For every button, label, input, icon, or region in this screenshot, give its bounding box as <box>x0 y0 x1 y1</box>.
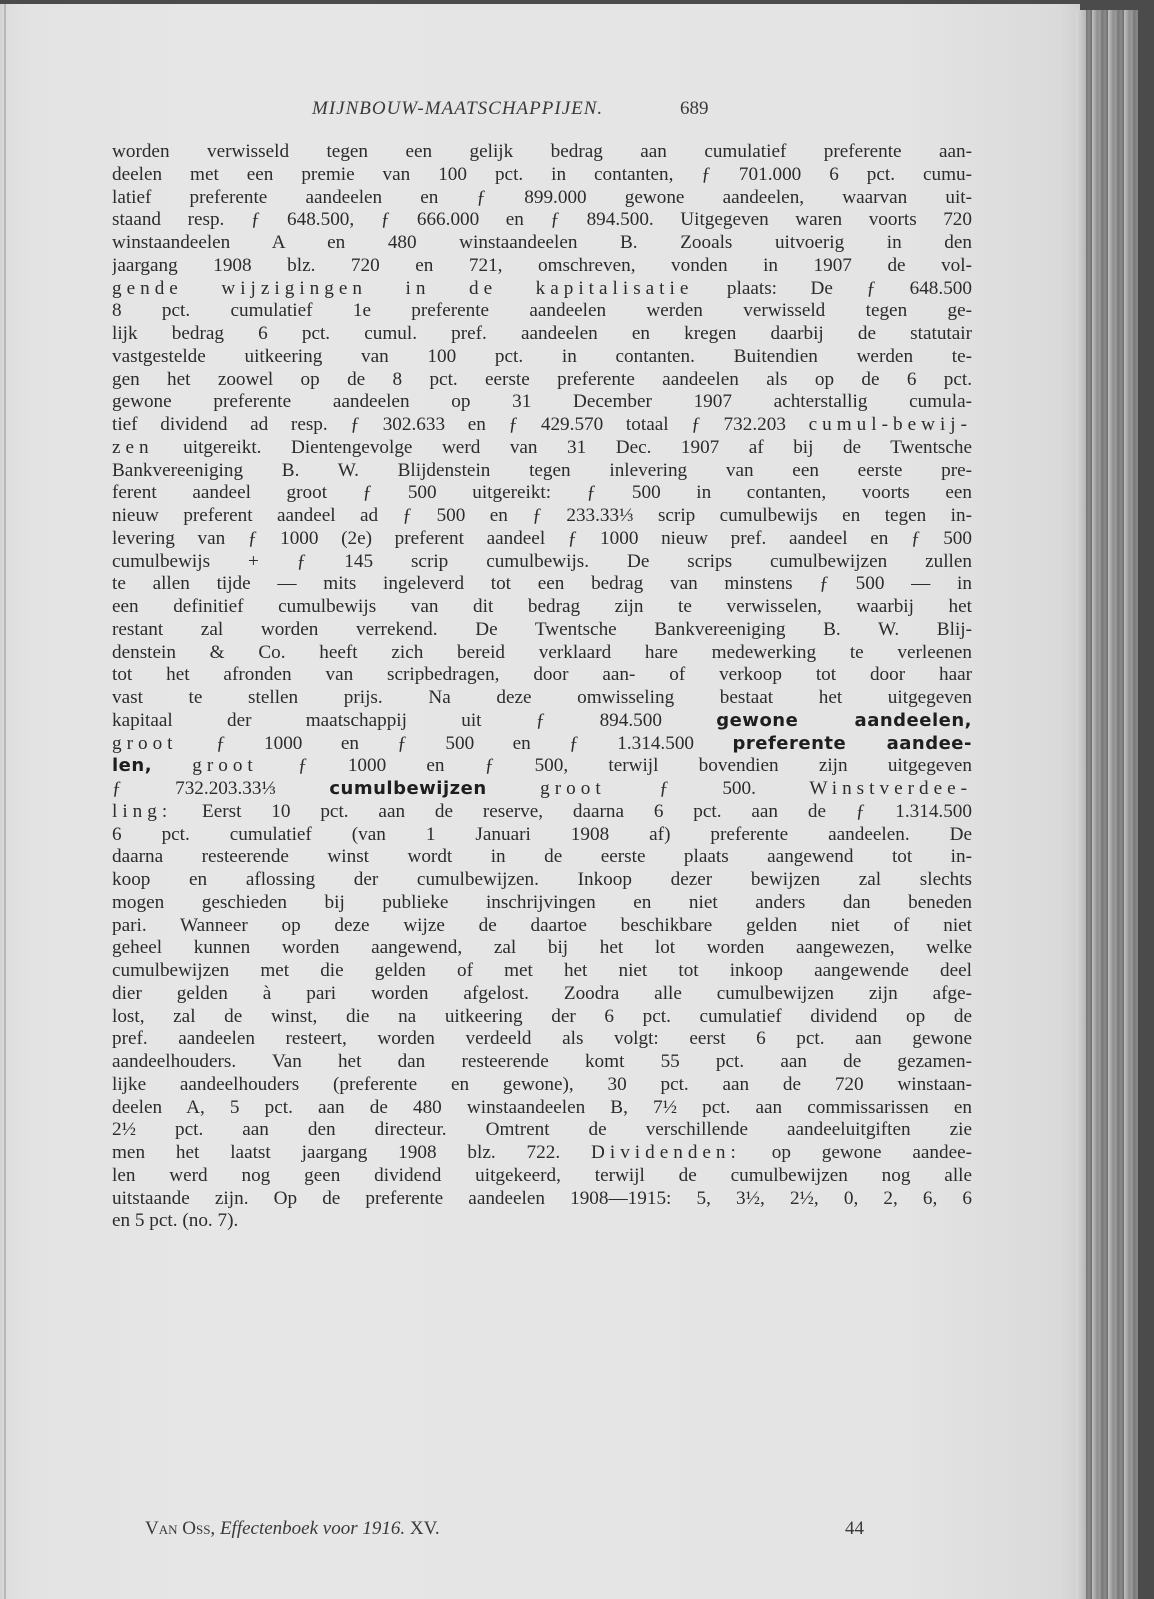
text-line <box>112 1097 972 1120</box>
footer-volume: XV. <box>409 1518 440 1539</box>
text-run: mogen geschieden bij publieke inschrijvingen en niet anders dan beneden <box>112 891 972 913</box>
text-line <box>112 869 972 892</box>
text-run: tot het afronden van scripbedragen, door aan- of verkoop tot door haar <box>112 664 972 686</box>
page-footer <box>145 1518 905 1540</box>
text-run: Bankvereeniging B. W. Blijdenstein tegen inlevering van een eerste pre- <box>112 459 972 481</box>
text-line <box>112 915 972 938</box>
text-run: vastgestelde uitkeering van 100 pct. in contanten. Buitendien werden te- <box>112 345 972 367</box>
text-run <box>152 755 192 776</box>
text-run: jaargang 1908 blz. 720 en 721, omschreven, vonden in 1907 de vol- <box>112 254 972 276</box>
text-run: len werd nog geen dividend uitgekeerd, terwijl de cumulbewijzen nog alle <box>112 1164 972 1186</box>
page-stack-edges <box>1076 10 1138 1599</box>
text-run: aandeelhouders. Van het dan resteerende komt 55 pct. aan de gezamen- <box>112 1051 972 1072</box>
footer-author: Van Oss, <box>145 1518 216 1539</box>
spaced-emphasis: groot <box>540 778 606 799</box>
text-line <box>112 1210 972 1233</box>
text-run: deelen met een premie van 100 pct. in contanten, ƒ 701.000 6 pct. cumu- <box>112 163 972 185</box>
text-line <box>112 1074 972 1097</box>
text-run: gewone preferente aandeelen op 31 December 1907 achterstallig cumula- <box>112 391 972 413</box>
text-run: tief dividend ad resp. ƒ 302.633 en ƒ 429.570 totaal ƒ 732.203 <box>112 414 809 435</box>
text-line <box>112 346 972 369</box>
text-line <box>112 460 972 483</box>
text-run: ƒ 1000 en ƒ 500, terwijl bovendien zijn uitgegeven <box>257 755 972 777</box>
body-text <box>112 141 972 1233</box>
text-line <box>112 505 972 528</box>
text-line <box>112 1165 972 1188</box>
text-line <box>112 1006 972 1029</box>
text-line <box>112 255 972 278</box>
text-run: 2½ pct. aan den directeur. Omtrent de verschillende aandeeluitgiften zie <box>112 1119 972 1141</box>
text-run: levering van ƒ 1000 (2e) preferent aandeel ƒ 1000 nieuw pref. aandeel en ƒ 500 <box>112 527 972 549</box>
text-run: 8 pct. cumulatief 1e preferente aandeelen werden verwisseld tegen ge- <box>112 300 972 322</box>
text-line <box>112 437 972 460</box>
text-run: plaats: De ƒ 648.500 <box>693 277 972 299</box>
text-run: een definitief cumulbewijs van dit bedrag zijn te verwisselen, waarbij het <box>112 596 972 617</box>
text-line <box>112 937 972 960</box>
text-line <box>112 209 972 232</box>
text-line <box>112 391 972 414</box>
text-line <box>112 1051 972 1074</box>
text-run: op gewone aandee- <box>740 1142 972 1163</box>
running-title: MIJNBOUW-MAATSCHAPPIJEN. <box>312 98 604 119</box>
text-line <box>112 187 972 210</box>
text-line <box>112 551 972 574</box>
spaced-emphasis: groot <box>192 755 258 777</box>
text-run: uitgereikt. Dientengevolge werd van 31 Dec. 1907 af bij de Twentsche <box>153 436 972 458</box>
text-run: 6 pct. cumulatief (van 1 Januari 1908 af) preferente aandeelen. De <box>112 823 972 845</box>
text-line <box>112 710 972 733</box>
text-run: latief preferente aandeelen en ƒ 899.000 gewone aandeelen, waarvan uit- <box>112 186 972 208</box>
page-gutter-edge <box>4 4 6 1599</box>
text-line <box>112 983 972 1006</box>
text-line <box>112 573 972 596</box>
text-run: denstein & Co. heeft zich bereid verklaard hare medewerking te verleenen <box>112 641 972 663</box>
text-run: dier gelden à pari worden afgelost. Zoodra alle cumulbewijzen zijn afge- <box>112 982 972 1004</box>
text-line <box>112 1119 972 1142</box>
text-run: ferent aandeel groot ƒ 500 uitgereikt: ƒ 500 in contanten, voorts een <box>112 482 972 504</box>
bold-emphasis: gewone aandeelen, <box>716 709 972 731</box>
text-line <box>112 528 972 551</box>
text-line <box>112 323 972 346</box>
text-line <box>112 824 972 847</box>
spaced-emphasis: Dividenden: <box>591 1142 741 1163</box>
text-line <box>112 619 972 642</box>
text-line <box>112 687 972 710</box>
text-run: cumulbewijs + ƒ 145 scrip cumulbewijs. De scrips cumulbewijzen zullen <box>112 550 972 572</box>
text-run: restant zal worden verrekend. De Twentsche Bankvereeniging B. W. Blij- <box>112 618 972 640</box>
text-run <box>487 778 541 799</box>
text-line <box>112 1188 972 1211</box>
text-run: cumulbewijzen met die gelden of met het niet tot inkoop aangewende deel <box>112 960 972 981</box>
text-run: daarna resteerende winst wordt in de eerste plaats aangewend tot in- <box>112 846 972 868</box>
text-run: en 5 pct. (no. 7). <box>112 1210 239 1232</box>
text-run: lijk bedrag 6 pct. cumul. pref. aandeelen en kregen daarbij de statutair <box>112 323 972 344</box>
running-head <box>100 98 1000 128</box>
text-run: winstaandeelen A en 480 winstaandeelen B. Zooals uitvoerig in den <box>112 232 972 253</box>
text-run: staand resp. ƒ 648.500, ƒ 666.000 en ƒ 894.500. Uitgegeven waren voorts 720 <box>112 209 972 231</box>
text-line <box>112 1142 972 1165</box>
spaced-emphasis: zen <box>112 436 154 458</box>
text-line <box>112 596 972 619</box>
page-number: 689 <box>680 98 709 119</box>
text-run: koop en aflossing der cumulbewijzen. Inkoop dezer bewijzen zal slechts <box>112 869 972 890</box>
bold-emphasis: cumulbewijzen <box>329 778 487 799</box>
text-line <box>112 733 972 756</box>
text-run: worden verwisseld tegen een gelijk bedrag aan cumulatief preferente aan- <box>112 141 972 162</box>
spaced-emphasis: groot <box>112 732 178 754</box>
text-run: nieuw preferent aandeel ad ƒ 500 en ƒ 233.33⅓ scrip cumulbewijs en tegen in- <box>112 505 972 526</box>
footer-book-title: Effectenboek voor 1916. <box>219 1518 406 1539</box>
text-run: ƒ 1000 en ƒ 500 en ƒ 1.314.500 <box>177 732 733 754</box>
text-line <box>112 755 972 778</box>
text-run: gen het zoowel op de 8 pct. eerste preferente aandeelen als op de 6 pct. <box>112 368 972 390</box>
text-run: vast te stellen prijs. Na deze omwisseling bestaat het uitgegeven <box>112 687 972 708</box>
text-line <box>112 141 972 164</box>
text-line <box>112 801 972 824</box>
text-line <box>112 300 972 323</box>
text-line <box>112 1028 972 1051</box>
bold-emphasis: preferente aandee- <box>732 732 972 754</box>
text-run: lijke aandeelhouders (preferente en gewone), 30 pct. aan de 720 winstaan- <box>112 1073 972 1095</box>
text-run: geheel kunnen worden aangewend, zal bij het lot worden aangewezen, welke <box>112 937 972 959</box>
text-run: uitstaande zijn. Op de preferente aandeelen 1908—1915: 5, 3½, 2½, 0, 2, 6, 6 <box>112 1187 972 1209</box>
text-run: kapitaal der maatschappij uit ƒ 894.500 <box>112 709 717 731</box>
spaced-emphasis: cumul-bewij- <box>808 414 972 435</box>
text-line <box>112 778 972 801</box>
footer-signature-mark: 44 <box>845 1518 864 1539</box>
text-line <box>112 164 972 187</box>
text-run: men het laatst jaargang 1908 blz. 722. <box>112 1142 591 1163</box>
text-line <box>112 369 972 392</box>
text-run: pari. Wanneer op deze wijze de daartoe beschikbare gelden niet of niet <box>112 914 972 936</box>
text-line <box>112 414 972 437</box>
text-line <box>112 846 972 869</box>
text-run: Eerst 10 pct. aan de reserve, daarna 6 pct. aan de ƒ 1.314.500 <box>172 800 972 822</box>
spaced-emphasis: gende wijzigingen in de kapitalisatie <box>112 277 694 299</box>
text-run: deelen A, 5 pct. aan de 480 winstaandeelen B, 7½ pct. aan commissarissen en <box>112 1096 972 1118</box>
text-line <box>112 664 972 687</box>
text-line <box>112 642 972 665</box>
text-run: pref. aandeelen resteert, worden verdeeld als volgt: eerst 6 pct. aan gewone <box>112 1028 972 1050</box>
spaced-emphasis: Winstverdee- <box>809 778 972 799</box>
text-line <box>112 960 972 983</box>
text-line <box>112 892 972 915</box>
text-run: ƒ 500. <box>605 778 810 799</box>
text-run: ƒ 732.203.33⅓ <box>112 778 330 799</box>
spaced-emphasis: ling: <box>112 800 173 822</box>
text-line <box>112 232 972 255</box>
text-line <box>112 482 972 505</box>
bold-emphasis: len, <box>112 755 153 777</box>
text-line <box>112 278 972 301</box>
book-page <box>0 4 1080 1599</box>
text-run: lost, zal de winst, die na uitkeering der 6 pct. cumulatief dividend op de <box>112 1005 972 1027</box>
text-run: te allen tijde — mits ingeleverd tot een bedrag van minstens ƒ 500 — in <box>112 573 972 595</box>
